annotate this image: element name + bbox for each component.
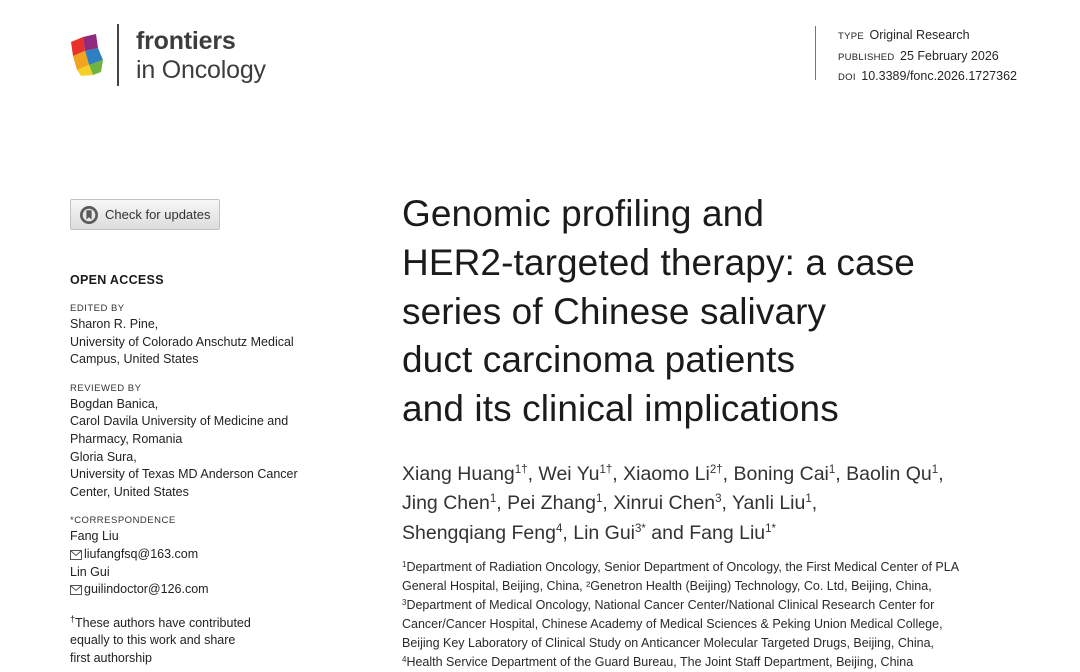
correspondent-email	[70, 546, 340, 564]
email-link[interactable]: liufangfsq@163.com	[84, 546, 199, 561]
correspondent-name: Fang Liu	[70, 529, 119, 544]
meta-type-value: Original Research	[869, 28, 970, 42]
author[interactable]: Yanli Liu$^1$	[732, 492, 812, 515]
author[interactable]: Xiaomo $Li^{2\dagger}$	[623, 462, 723, 485]
check-for-updates-label: Check for updates	[105, 207, 211, 222]
article-header	[402, 190, 1052, 672]
author-list	[402, 460, 1052, 549]
footnote-line: These authors have contributed	[75, 615, 251, 630]
meta-doi-key: DOI	[838, 72, 856, 83]
author[interactable]: Fang Liu$^{1*}$	[689, 521, 777, 544]
affiliation-line: $^3$Department of Medical Oncology, National Cancer Center/National Clinical Research Center for	[402, 598, 935, 613]
reviewer-name: Gloria Sura,	[70, 449, 137, 464]
editor-affiliation: University of Colorado Anschutz Medical	[70, 334, 294, 349]
equal-contribution-footnote	[70, 611, 340, 668]
author[interactable]: Baolin Qu$^1$	[846, 462, 939, 485]
affiliation-line: Cancer/Cancer Hospital, Chinese Academy of Medical Sciences & Peking Union Medical College,	[402, 617, 943, 632]
meta-published-key: PUBLISHED	[838, 51, 895, 63]
open-access-label: OPEN ACCESS	[70, 273, 164, 287]
author-line: Xiang Huang$^{1\dagger}$, Wei $Yu^{1\dagger}$, Xiaomo $Li^{2\dagger}$, Boning Cai$^1$, Baolin Qu$^1$,	[402, 462, 944, 485]
edited-by-label: EDITED BY	[70, 303, 125, 314]
meta-type	[838, 26, 1017, 47]
envelope-icon	[70, 585, 82, 595]
title-line: HER2-targeted therapy: a case	[402, 241, 915, 283]
affiliation-line: $^1$Department of Radiation Oncology, Senior Department of Oncology, the First Medical Center of PLA	[402, 560, 960, 575]
correspondence-label: *CORRESPONDENCE	[70, 515, 176, 527]
logo-divider	[117, 24, 119, 86]
affiliation-line: $^4$Health Service Department of the Guard Bureau, The Joint Staff Department, Beijing, China	[402, 655, 914, 670]
footnote-line: equally to this work and share	[70, 633, 236, 648]
author-line: Shengqiang Feng$^4$, Lin Gui$^{3*}$ and Fang Liu$^{1*}$	[402, 521, 777, 544]
journal-section: in Oncology	[136, 56, 266, 84]
affiliation-line: General Hospital, Beijing, China, ²Genetron Health (Beijing) Technology, Co. Ltd, Beijing, China,	[402, 579, 932, 594]
author-line: Jing Chen$^1$, Pei Zhang$^1$, Xinrui Chen$^3$, Yanli Liu$^1$,	[402, 492, 818, 515]
reviewer-name: Bogdan Banica,	[70, 396, 159, 411]
envelope-icon	[70, 550, 82, 560]
footnote-line: first authorship	[70, 651, 152, 666]
author[interactable]: Jing Chen$^1$	[402, 492, 497, 515]
reviewer-affiliation: Carol Davila University of Medicine and	[70, 414, 289, 429]
frontiers-logo-icon	[69, 32, 105, 76]
bookmark-circle-icon	[79, 205, 99, 225]
editor-name: Sharon R. Pine,	[70, 317, 159, 331]
author[interactable]: Pei Zhang$^1$	[507, 492, 603, 515]
meta-doi	[838, 67, 1017, 88]
title-line: Genomic profiling and	[402, 193, 765, 234]
article-meta	[815, 26, 1017, 83]
meta-published	[838, 47, 1017, 68]
author[interactable]: Shengqiang Feng$^4$	[402, 521, 563, 544]
affiliation-line: Beijing Key Laboratory of Clinical Study on Anticancer Molecular Targeted Drugs, Beijing, China,	[402, 636, 935, 651]
reviewer-affiliation: Pharmacy, Romania	[70, 431, 183, 446]
reviewer-affiliation: Center, United States	[70, 484, 189, 499]
meta-type-key: TYPE	[838, 31, 865, 42]
dagger-mark: †	[70, 613, 76, 624]
correspondent-email	[70, 581, 340, 599]
author[interactable]: Boning Cai$^1$	[733, 462, 836, 485]
journal-name: frontiers	[136, 27, 236, 55]
correspondent-name: Lin Gui	[70, 564, 110, 579]
author[interactable]: Xiang Huang$^{1\dagger}$	[402, 462, 528, 485]
author[interactable]: Wei $Yu^{1\dagger}$	[538, 462, 613, 485]
title-line: duct carcinoma patients	[402, 339, 796, 381]
reviewed-by-label: REVIEWED BY	[70, 382, 142, 394]
email-link[interactable]: guilindoctor@126.com	[84, 582, 209, 597]
author[interactable]: Lin Gui$^{3*}$	[573, 521, 646, 544]
journal-logo[interactable]	[69, 24, 285, 88]
editor-affiliation: Campus, United States	[70, 352, 199, 367]
check-for-updates-button[interactable]	[70, 199, 220, 230]
article-title	[402, 190, 1052, 434]
affiliations	[402, 558, 1052, 672]
title-line: and its clinical implications	[402, 388, 839, 430]
sidebar	[70, 199, 340, 668]
author[interactable]: Xinrui Chen$^3$	[613, 492, 722, 515]
meta-doi-link[interactable]: 10.3389/fonc.2026.1727362	[861, 69, 1017, 83]
meta-published-value: 25 February 2026	[900, 48, 999, 63]
reviewer-affiliation: University of Texas MD Anderson Cancer	[70, 467, 298, 482]
title-line: series of Chinese salivary	[402, 290, 827, 332]
